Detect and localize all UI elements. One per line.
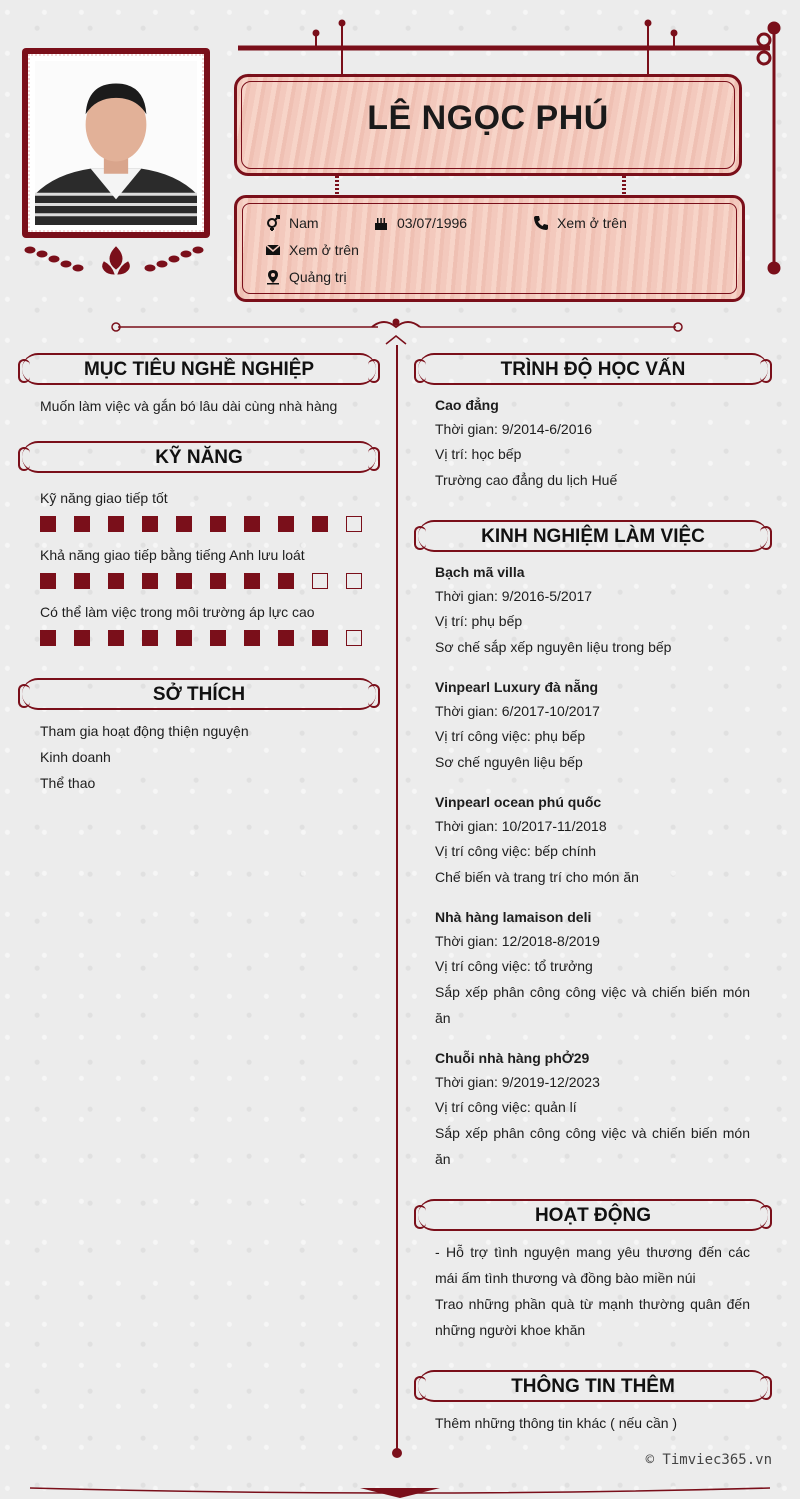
gender-value: Nam (289, 215, 319, 231)
avatar (35, 61, 197, 225)
birthday-item (373, 215, 467, 231)
job-time: Thời gian: 12/2018-8/2019 (435, 933, 600, 949)
phone-item (533, 215, 627, 231)
skill-square-filled (244, 573, 260, 589)
skill-square-filled (244, 516, 260, 532)
skill-square-empty (346, 630, 362, 646)
skill-square-empty (312, 573, 328, 589)
job-time: Thời gian: 6/2017-10/2017 (435, 703, 600, 719)
gender-icon (265, 215, 281, 231)
skill-name: Khả năng giao tiếp bằng tiếng Anh lưu loát (40, 547, 305, 563)
skill-name: Kỹ năng giao tiếp tốt (40, 490, 168, 506)
job-company: Vinpearl Luxury đà nẵng (435, 679, 599, 695)
experience-heading: KINH NGHIỆM LÀM VIỆC (418, 520, 768, 552)
extra-info-heading: THÔNG TIN THÊM (418, 1370, 768, 1402)
skill-square-filled (244, 630, 260, 646)
objective-heading: MỤC TIÊU NGHỀ NGHIỆP (22, 353, 376, 385)
job-company: Chuỗi nhà hàng phỞ29 (435, 1050, 590, 1066)
email-value: Xem ở trên (289, 242, 359, 258)
job-position: Vị trí: phụ bếp (435, 613, 523, 629)
job-position: Vị trí công việc: tổ trưởng (435, 958, 593, 974)
skill-square-filled (142, 573, 158, 589)
location-pin-icon (265, 269, 281, 285)
skill-square-filled (74, 573, 90, 589)
skill-square-filled (210, 573, 226, 589)
skill-square-filled (108, 630, 124, 646)
skill-square-filled (108, 516, 124, 532)
skill-square-filled (108, 573, 124, 589)
email-item (265, 242, 359, 258)
email-icon (265, 242, 281, 258)
skill-square-filled (74, 516, 90, 532)
skill-square-filled (176, 630, 192, 646)
skill-square-filled (176, 516, 192, 532)
education-time: Thời gian: 9/2014-6/2016 (435, 421, 593, 437)
skill-square-filled (210, 630, 226, 646)
job-position: Vị trí công việc: quản lí (435, 1099, 577, 1115)
skill-square-empty (346, 573, 362, 589)
activity-item: - Hỗ trợ tình nguyện mang yêu thương đến các mái ấm tình thương và đồng bào miền núi (435, 1244, 750, 1286)
skill-square-filled (142, 516, 158, 532)
job-description: Chế biến và trang trí cho món ăn (435, 869, 639, 885)
activity-item: Trao những phần quà từ mạnh thường quân đến những người khoe khăn (435, 1296, 750, 1338)
job-description: Sơ chế nguyên liệu bếp (435, 754, 583, 770)
skill-square-filled (278, 516, 294, 532)
education-heading: TRÌNH ĐỘ HỌC VẤN (418, 353, 768, 385)
job-description: Sắp xếp phân công công việc và chiến biến món ăn (435, 984, 750, 1026)
birthday-value: 03/07/1996 (397, 215, 468, 231)
candidate-name: LÊ NGỌC PHÚ (367, 99, 609, 137)
job-position: Vị trí công việc: phụ bếp (435, 728, 586, 744)
job-description: Sắp xếp phân công công việc và chiến biến món ăn (435, 1125, 750, 1167)
skill-square-filled (40, 516, 56, 532)
hobby-item: Kinh doanh (40, 749, 111, 765)
contact-info-board (234, 195, 745, 302)
job-company: Bạch mã villa (435, 564, 525, 580)
job-company: Vinpearl ocean phú quốc (435, 794, 602, 810)
timeline-end-dot (392, 1448, 402, 1458)
hobby-item: Tham gia hoạt động thiện nguyện (40, 723, 249, 739)
activities-heading: HOẠT ĐỘNG (418, 1199, 768, 1231)
skill-square-filled (312, 630, 328, 646)
skill-square-filled (210, 516, 226, 532)
gender-item (265, 215, 319, 231)
job-time: Thời gian: 9/2016-5/2017 (435, 588, 593, 604)
job-description: Sơ chế sắp xếp nguyên liệu trong bếp (435, 639, 672, 655)
hobbies-heading: SỞ THÍCH (22, 678, 376, 710)
birthday-cake-icon (373, 215, 389, 231)
footer-ornament (0, 1478, 800, 1499)
skill-square-filled (40, 630, 56, 646)
objective-text: Muốn làm việc và gắn bó lâu dài cùng nhà hàng (40, 398, 338, 414)
skill-square-filled (278, 630, 294, 646)
timeline-line (396, 345, 398, 1451)
skill-square-empty (346, 516, 362, 532)
skill-rating (40, 516, 362, 532)
job-position: Vị trí công việc: bếp chính (435, 843, 597, 859)
avatar-frame (22, 48, 210, 238)
education-school: Cao đẳng (435, 397, 499, 413)
footer-credit: © Timviec365.vn (645, 1452, 772, 1468)
job-company: Nhà hàng lamaison deli (435, 909, 592, 925)
phone-icon (533, 215, 549, 231)
skills-heading: KỸ NĂNG (22, 441, 376, 473)
hobby-item: Thể thao (40, 775, 96, 791)
skill-square-filled (176, 573, 192, 589)
education-position: Vị trí: học bếp (435, 446, 522, 462)
skill-rating (40, 630, 362, 646)
extra-info-text: Thêm những thông tin khác ( nếu cần ) (435, 1415, 678, 1431)
address-value: Quảng trị (289, 269, 347, 285)
skill-rating (40, 573, 362, 589)
skill-square-filled (278, 573, 294, 589)
skill-name: Có thể làm việc trong môi trường áp lực cao (40, 604, 315, 620)
name-board (234, 74, 742, 176)
phone-value: Xem ở trên (557, 215, 627, 231)
skill-square-filled (312, 516, 328, 532)
address-item (265, 269, 347, 285)
job-time: Thời gian: 9/2019-12/2023 (435, 1074, 600, 1090)
skill-square-filled (142, 630, 158, 646)
skill-square-filled (40, 573, 56, 589)
education-detail: Trường cao đẳng du lịch Huế (435, 472, 618, 488)
skill-square-filled (74, 630, 90, 646)
job-time: Thời gian: 10/2017-11/2018 (435, 818, 607, 834)
